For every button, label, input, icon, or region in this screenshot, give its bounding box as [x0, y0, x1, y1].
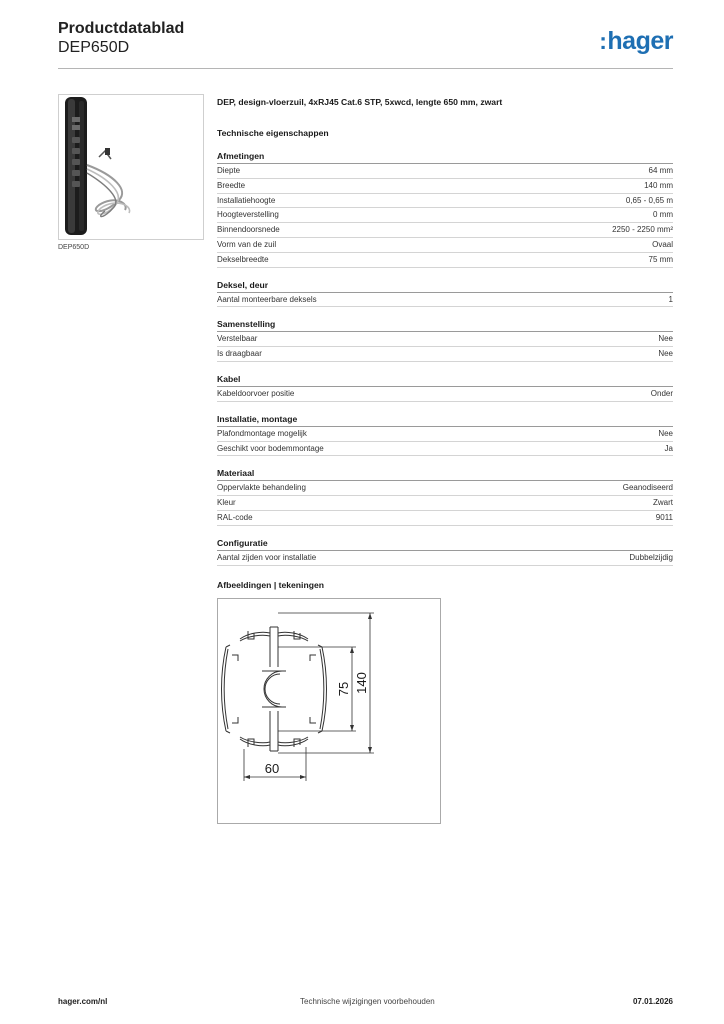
spec-value: Ovaal — [652, 239, 673, 249]
spec-row — [217, 551, 673, 566]
spec-row — [217, 238, 673, 253]
footer-date: 07.01.2026 — [632, 997, 673, 1006]
section-title: Deksel, deur — [217, 279, 673, 293]
spec-sections — [217, 150, 673, 566]
spec-value: Geanodiseerd — [622, 483, 673, 493]
spec-content — [217, 96, 673, 566]
spec-value: Nee — [658, 334, 673, 344]
spec-label: Plafondmontage mogelijk — [217, 428, 307, 438]
section-title: Samenstelling — [217, 318, 673, 332]
spec-label: Diepte — [217, 166, 241, 175]
spec-label: Binnendoorsnede — [217, 225, 280, 235]
spec-value: Dubbelzijdig — [629, 552, 673, 562]
spec-row — [217, 293, 673, 308]
section-title: Installatie, montage — [217, 413, 673, 427]
spec-label: Kabeldoorvoer positie — [217, 388, 295, 398]
spec-row — [217, 208, 673, 223]
hager-logo: :hager — [599, 27, 673, 55]
photo-caption: DEP650D — [58, 244, 90, 251]
spec-section — [217, 150, 673, 268]
spec-label: Hoogteverstelling — [217, 210, 279, 220]
spec-value: Zwart — [653, 498, 673, 508]
spec-row — [217, 194, 673, 209]
spec-section — [217, 467, 673, 525]
spec-label: Aantal monteerbare deksels — [217, 294, 317, 304]
spec-label: Kleur — [217, 498, 236, 508]
spec-section — [217, 413, 673, 457]
spec-section — [217, 318, 673, 362]
spec-row — [217, 179, 673, 194]
spec-label: Geschikt voor bodemmontage — [217, 443, 324, 453]
section-title: Configuratie — [217, 537, 673, 551]
spec-label: Breedte — [217, 180, 246, 190]
product-photo — [58, 94, 204, 240]
cross-section-drawing — [218, 599, 440, 823]
spec-value: 9011 — [655, 512, 673, 522]
dim-label-75: 75 — [336, 681, 351, 697]
spec-section — [217, 373, 673, 402]
spec-section — [217, 279, 673, 308]
spec-row — [217, 427, 673, 442]
spec-label: Dekselbreedte — [217, 254, 269, 264]
spec-label: Installatiehoogte — [217, 195, 276, 205]
spec-value: 0,65 - 0,65 m — [625, 195, 673, 205]
spec-row — [217, 347, 673, 362]
header-divider — [58, 68, 673, 69]
spec-value: Onder — [650, 388, 673, 398]
dim-label-140: 140 — [354, 672, 369, 694]
spec-row — [217, 442, 673, 457]
page-title: Productdatablad — [58, 20, 185, 37]
spec-label: Vorm van de zuil — [217, 239, 277, 249]
drawings-heading: Afbeeldingen | tekeningen — [217, 580, 324, 590]
floor-column-image — [59, 95, 203, 239]
section-title: Kabel — [217, 373, 673, 387]
spec-value: 0 mm — [653, 210, 673, 220]
spec-value: Nee — [658, 349, 673, 359]
spec-row — [217, 387, 673, 402]
technical-drawing — [217, 598, 441, 824]
spec-row — [217, 511, 673, 526]
spec-value: 2250 - 2250 mm² — [612, 225, 673, 235]
footer-website: hager.com/nl — [58, 997, 108, 1006]
tech-properties-heading: Technische eigenschappen — [217, 128, 329, 138]
spec-row — [217, 223, 673, 238]
spec-row — [217, 496, 673, 511]
spec-row — [217, 253, 673, 268]
spec-value: 140 mm — [644, 180, 673, 190]
spec-label: Aantal zijden voor installatie — [217, 552, 317, 562]
spec-value: 75 mm — [648, 254, 673, 264]
product-description: DEP, design-vloerzuil, 4xRJ45 Cat.6 STP, 5xwcd, lengte 650 mm, zwart — [217, 97, 503, 107]
section-title: Afmetingen — [217, 150, 673, 164]
spec-row — [217, 332, 673, 347]
spec-row — [217, 164, 673, 179]
spec-label: Is draagbaar — [217, 349, 262, 359]
spec-row — [217, 481, 673, 496]
spec-label: Verstelbaar — [217, 334, 258, 344]
section-title: Materiaal — [217, 467, 673, 481]
spec-value: 1 — [668, 294, 673, 304]
spec-value: Ja — [664, 443, 673, 453]
spec-label: RAL-code — [217, 512, 253, 522]
spec-value: Nee — [658, 428, 673, 438]
product-code: DEP650D — [58, 39, 130, 56]
spec-value: 64 mm — [648, 166, 673, 175]
spec-label: Oppervlakte behandeling — [217, 483, 306, 493]
spec-section — [217, 537, 673, 566]
dim-label-60: 60 — [264, 761, 280, 776]
footer-disclaimer: Technische wijzigingen voorbehouden — [300, 997, 435, 1006]
